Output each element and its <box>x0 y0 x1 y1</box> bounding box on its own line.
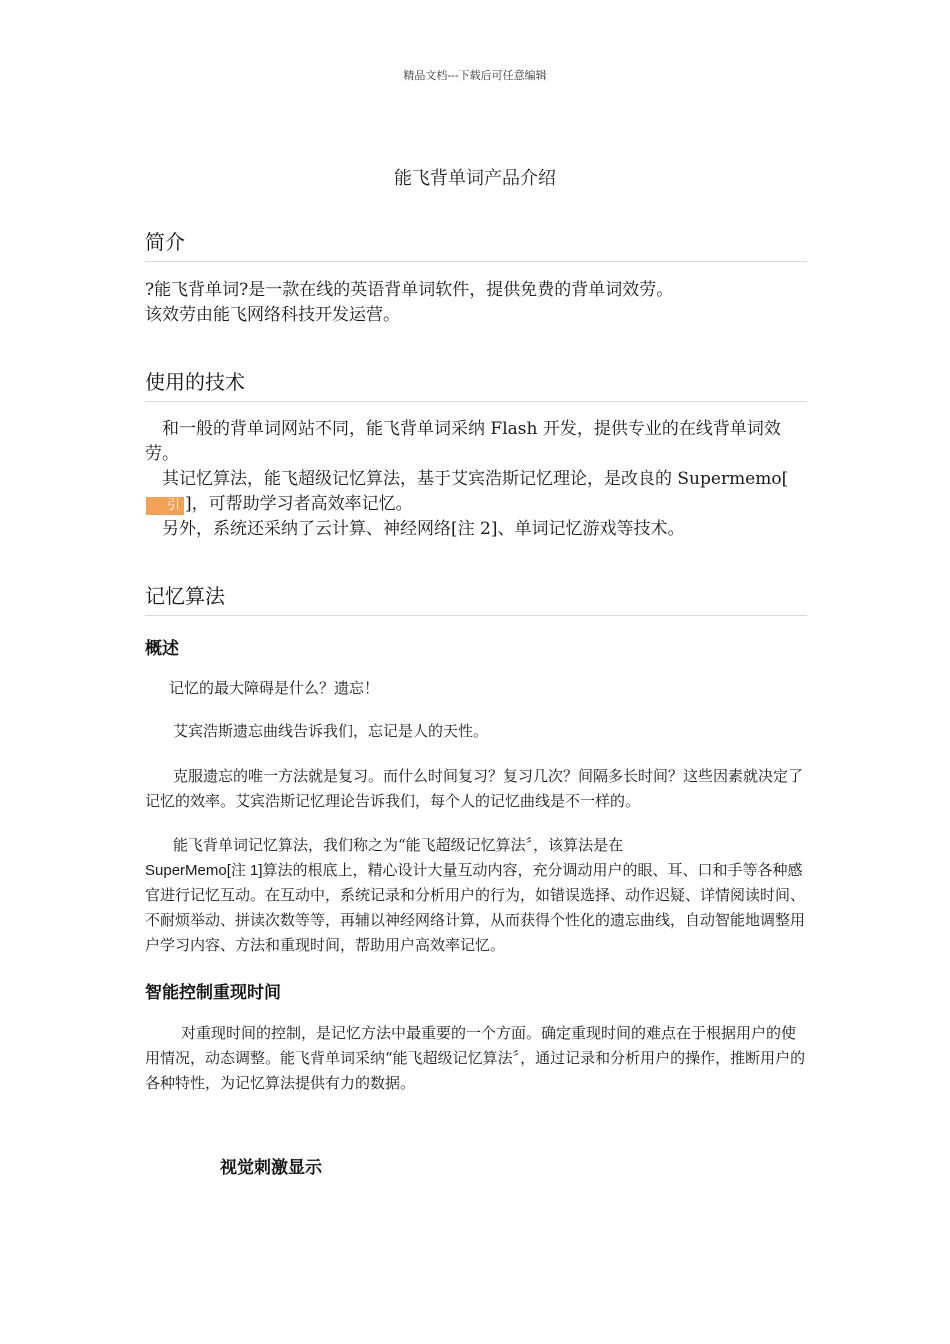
overview-paragraph-3-block <box>145 764 807 814</box>
section-heading-tech: 使用的技术 <box>145 366 807 402</box>
tech-paragraph-3: 另外，系统还采纳了云计算、神经网络[注 2]、单词记忆游戏等技术。 <box>162 519 685 539</box>
overview-paragraph-4-block <box>145 833 807 958</box>
section-tech <box>145 366 807 402</box>
subheading-overview: 概述 <box>145 639 179 659</box>
reference-badge[interactable]: 引 <box>146 497 184 515</box>
tech-paragraph-2-end: ]，可帮助学习者高效率记忆。 <box>185 494 413 514</box>
subheading-visual: 视觉刺激显示 <box>220 1158 322 1178</box>
overview-paragraph-4 <box>145 833 807 958</box>
control-paragraph-block <box>145 1021 807 1096</box>
overview-paragraph-4-start: 能飞背单词记忆算法，我们称之为“能飞超级记忆算法〞，该算法是在 <box>173 836 624 854</box>
supermemo-note: SuperMemo[注 1] <box>145 862 263 879</box>
overview-line-2-block <box>145 719 807 744</box>
overview-paragraph-4-rest: 算法的根底上，精心设计大量互动内容，充分调动用户的眼、耳、口和手等各种感官进行记忆互动。在互动中，系统记录和分析用户的行为，如错误选择、动作迟疑、详情阅读时间、不耐烦举动、拼读次数等等，再辅以神经网络计算，从而获得个性化的遗忘曲线，自动智能地调整用户学习内容、方法和重现时间，帮助用户高效率记忆。 <box>145 861 806 954</box>
intro-line-1: ?能飞背单词?是一款在线的英语背单词软件，提供免费的背单词效劳。 <box>145 280 674 300</box>
subheading-control: 智能控制重现时间 <box>145 983 281 1003</box>
subsection-visual <box>220 1153 720 1178</box>
intro-line-2: 该效劳由能飞网络科技开发运营。 <box>145 305 400 325</box>
document-title: 能飞背单词产品介绍 <box>394 168 556 189</box>
tech-paragraph-1: 和一般的背单词网站不同，能飞背单词采纳 Flash 开发，提供专业的在线背单词效劳。 <box>145 419 781 464</box>
overview-line-2: 艾宾浩斯遗忘曲线告诉我们，忘记是人的天性。 <box>173 722 489 740</box>
subsection-control <box>145 978 807 1003</box>
tech-paragraph-2 <box>145 467 807 517</box>
overview-paragraph-3: 克服遗忘的唯一方法就是复习。而什么时间复习？复习几次？间隔多长时间？这些因素就决定了记忆的效率。艾宾浩斯记忆理论告诉我们，每个人的记忆曲线是不一样的。 <box>145 767 804 810</box>
section-memory <box>145 580 807 616</box>
tech-body <box>145 417 807 542</box>
section-intro <box>145 226 807 262</box>
overview-line-1-block <box>145 676 807 701</box>
section-heading-intro: 简介 <box>145 226 807 262</box>
control-paragraph: 对重现时间的控制，是记忆方法中最重要的一个方面。确定重现时间的难点在于根据用户的使用情况，动态调整。能飞背单词采纳“能飞超级记忆算法〞，通过记录和分析用户的操作，推断用户的各种特性，为记忆算法提供有力的数据。 <box>145 1024 806 1092</box>
tech-paragraph-2-start: 其记忆算法，能飞超级记忆算法，基于艾宾浩斯记忆理论，是改良的 Supermemo[ <box>162 469 789 489</box>
overview-line-1: 记忆的最大障碍是什么？遗忘！ <box>169 679 380 697</box>
intro-body <box>145 278 807 328</box>
subsection-overview <box>145 634 807 659</box>
section-heading-memory: 记忆算法 <box>145 580 807 616</box>
header-note: 精品文档---下载后可任意编辑 <box>403 69 547 82</box>
